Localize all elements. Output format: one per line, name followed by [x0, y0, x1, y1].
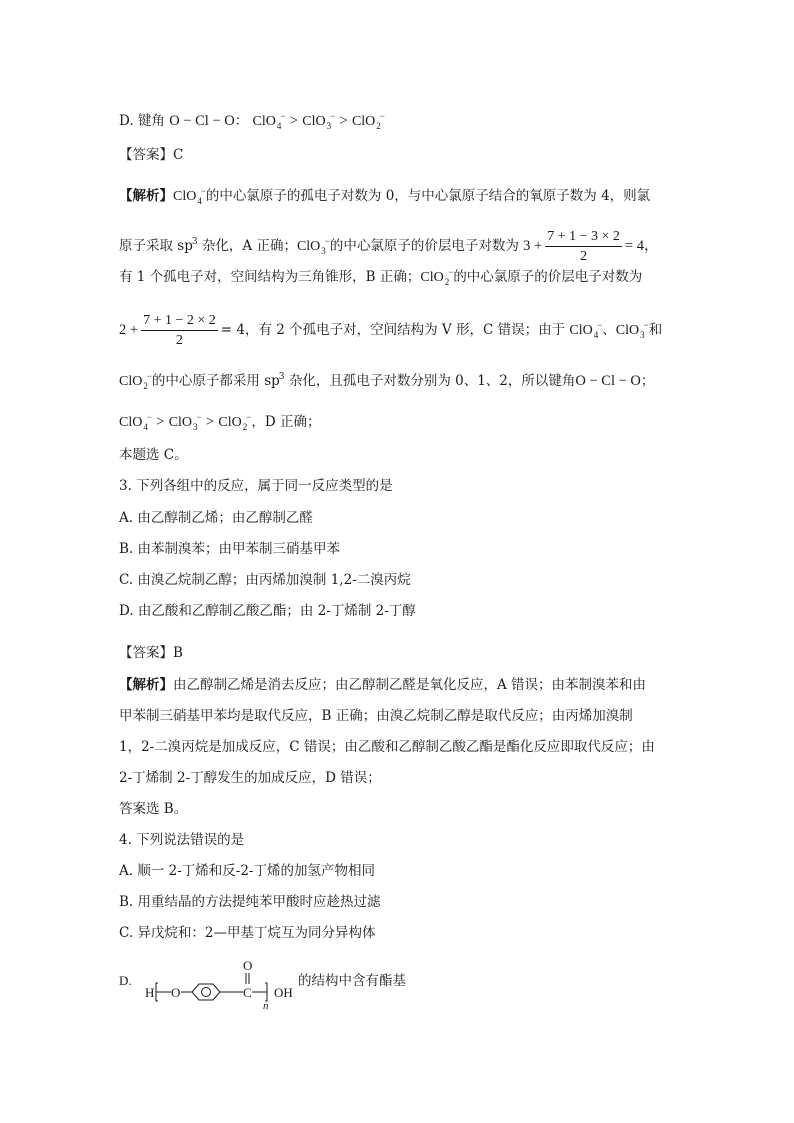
repeat-n: n — [263, 1000, 269, 1012]
answer-q2: 【答案】C — [119, 147, 184, 163]
fraction-clo2: $\frac{7 + 1 - 2 \times 2}{2}$ — [143, 313, 216, 348]
clo2-formula: ClO$_2$− — [351, 111, 385, 131]
explanation-q3-line4: 2-丁烯制 2-丁醇发生的加成反应，D 错误； — [119, 770, 381, 786]
q4-option-a: A. 顺一 2-丁烯和反-2-丁烯的加氢产物相同 — [119, 863, 375, 879]
q3-option-a: A. 由乙醇制乙烯；由乙醇制乙醛 — [119, 510, 313, 526]
q2-option-d — [119, 106, 385, 136]
clo3-formula: ClO$_3$− — [615, 320, 649, 340]
question-3-stem: 3. 下列各组中的反应，属于同一反应类型的是 — [119, 478, 393, 494]
q4-option-d — [119, 955, 679, 1015]
atom-o: O — [171, 985, 181, 1000]
clo4-formula: ClO$_4$− — [569, 320, 603, 340]
atom-h: H — [145, 985, 155, 1000]
option-label: D. 键角 — [119, 113, 165, 129]
explanation-q2-line6: ClO$_4$− > ClO$_3$− > ClO$_2$−，D 正确； — [119, 412, 321, 432]
explanation-q2-line3: 有 1 个孤电子对，空间结构为三角锥形，B 正确；ClO$_2$−的中心氯原子的价层电子对数为 — [119, 267, 643, 287]
clo3-formula: ClO$_3$− — [168, 412, 202, 432]
fraction-clo3: $\frac{7 + 1 - 3 \times 2}{2}$ — [547, 229, 620, 264]
conclusion-q3: 答案选 B。 — [119, 801, 188, 817]
answer-q3: 【答案】B — [119, 645, 183, 661]
q4-option-c: C. 异戊烷和：2—甲基丁烷互为同分异构体 — [119, 925, 376, 941]
explanation-q3-line3: 1，2-二溴丙烷是加成反应，C 错误；由乙酸和乙醇制乙酸乙酯是酯化反应即取代反应；由 — [119, 739, 655, 755]
gt-sign: > — [289, 113, 298, 129]
clo4-formula: ClO$_4$− — [173, 186, 206, 206]
benzene-ring — [192, 984, 220, 1000]
q3-option-b: B. 由苯制溴苯；由甲苯制三硝基甲苯 — [119, 541, 341, 557]
clo2-formula: ClO$_2$− — [119, 371, 152, 391]
q3-option-c: C. 由溴乙烷制乙醇；由丙烯加溴制 1,2-二溴丙烷 — [119, 572, 411, 588]
clo3-formula: ClO$_3$− — [302, 111, 336, 131]
benzene-inner-circle — [202, 988, 211, 997]
colon: ： — [234, 113, 249, 129]
explanation-q2-line2: 原子采取 $sp^3$ 杂化，A 正确；ClO$_3$−的中心氯原子的价层电子对数为 3 + $\frac{7 + 1 - 3 \times 2}{2}$ = 4， — [119, 229, 659, 264]
clo3-formula: ClO$_3$− — [296, 236, 330, 256]
bond-angle: O − Cl − O — [169, 113, 235, 129]
polyester-structure-diagram — [119, 955, 679, 1015]
explanation-q2-line5: ClO$_2$−的中心原子都采用 $sp^3$ 杂化，且孤电子对数分别为 0、1、2，所以键角O − Cl − O； — [119, 371, 655, 391]
atom-c: C — [243, 985, 252, 1000]
option-label: D. — [119, 973, 132, 988]
explanation-q2-line4: 2 + $\frac{7 + 1 - 2 \times 2}{2}$ = 4，有 2 个孤电子对，空间结构为 V 形，C 错误；由于 ClO$_4$−、ClO$_3$−和 — [119, 313, 663, 348]
clo2-formula: ClO$_2$− — [420, 267, 454, 287]
clo4-formula: ClO$_4$− — [119, 412, 152, 432]
gt-sign: > — [339, 113, 348, 129]
explanation-q3-line1: 【解析】由乙醇制乙烯是消去反应；由乙醇制乙醛是氧化反应，A 错误；由苯制溴苯和由 — [119, 677, 647, 693]
q4-option-b: B. 用重结晶的方法提纯苯甲酸时应趁热过滤 — [119, 894, 381, 910]
clo4-formula: ClO$_4$− — [252, 111, 286, 131]
explanation-q2-line1: 【解析】ClO$_4$−的中心氯原子的孤电子对数为 0，与中心氯原子结合的氧原子数为 4，则氯 — [119, 186, 651, 206]
atom-oh: OH — [274, 985, 293, 1000]
conclusion-q2: 本题选 C。 — [119, 447, 188, 463]
clo2-formula: ClO$_2$− — [218, 412, 252, 432]
atom-o-carbonyl: O — [243, 958, 253, 973]
option-d-text: 的结构中含有酯基 — [298, 973, 406, 989]
explanation-q3-line2: 甲苯制三硝基甲苯均是取代反应，B 正确；由溴乙烷制乙醇是取代反应；由丙烯加溴制 — [119, 708, 633, 724]
q3-option-d: D. 由乙酸和乙醇制乙酸乙酯；由 2-丁烯制 2-丁醇 — [119, 603, 416, 619]
question-4-stem: 4. 下列说法错误的是 — [119, 832, 245, 848]
